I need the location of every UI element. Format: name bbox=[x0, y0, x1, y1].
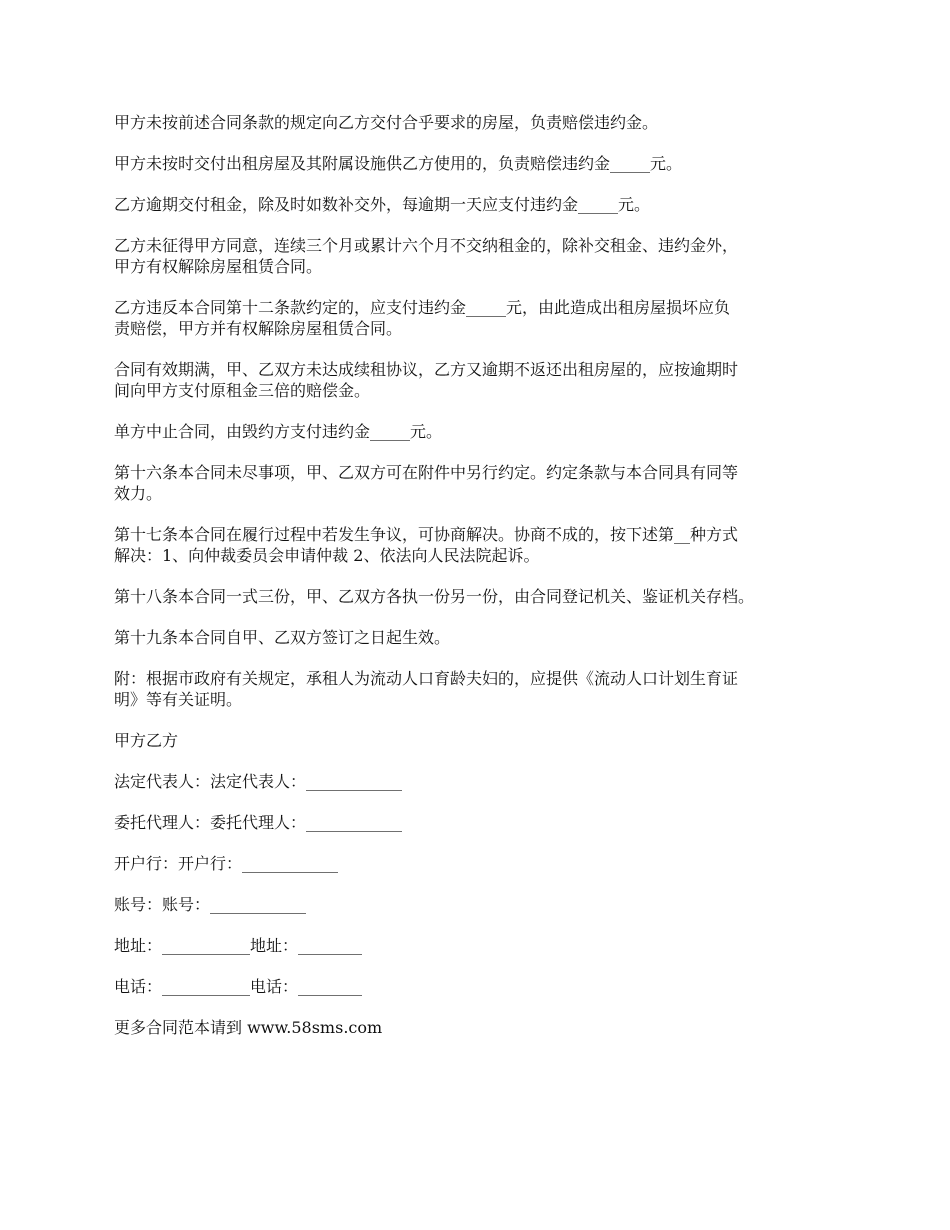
document-body bbox=[114, 112, 854, 1058]
article-19: 第十九条本合同自甲、乙双方签订之日起生效。 bbox=[114, 628, 451, 647]
signature-phone: 电话：___________电话：________ bbox=[114, 977, 363, 996]
clause-party-a-nonconforming-house: 甲方未按前述合同条款的规定向乙方交付合乎要求的房屋，负责赔偿违约金。 bbox=[114, 113, 659, 132]
signature-address: 地址：___________地址：________ bbox=[114, 936, 363, 955]
clause-party-a-late-delivery: 甲方未按时交付出租房屋及其附属设施供乙方使用的，负责赔偿违约金_____元。 bbox=[114, 154, 683, 173]
signature-parties: 甲方乙方 bbox=[114, 731, 179, 750]
article-18: 第十八条本合同一式三份，甲、乙双方各执一份另一份，由合同登记机关、鉴证机关存档。 bbox=[114, 587, 755, 606]
clause-party-b-unpaid-rent: 乙方未征得甲方同意，连续三个月或累计六个月不交纳租金的，除补交租金、违约金外， 甲方有权解除房屋租赁合同。 bbox=[114, 236, 739, 276]
clause-expiry-no-renewal: 合同有效期满，甲、乙双方未达成续租协议，乙方又逾期不返还出租房屋的，应按逾期时 间向甲方支付原租金三倍的赔偿金。 bbox=[114, 360, 739, 400]
signature-authorized-agent: 委托代理人：委托代理人：____________ bbox=[114, 813, 403, 832]
signature-legal-representative: 法定代表人：法定代表人：____________ bbox=[114, 772, 403, 791]
footer-website-note: 更多合同范本请到 www.58sms.com bbox=[114, 1018, 383, 1037]
signature-bank: 开户行：开户行：____________ bbox=[114, 854, 339, 873]
article-16: 第十六条本合同未尽事项，甲、乙双方可在附件中另行约定。约定条款与本合同具有同等 效力。 bbox=[114, 463, 739, 503]
appendix-note: 附：根据市政府有关规定，承租人为流动人口育龄夫妇的，应提供《流动人口计划生育证 明》等有关证明。 bbox=[114, 669, 739, 709]
article-17: 第十七条本合同在履行过程中若发生争议，可协商解决。协商不成的，按下述第__种方式 解决：1、向仲裁委员会申请仲裁 2、依法向人民法院起诉。 bbox=[114, 525, 739, 565]
clause-party-b-late-rent: 乙方逾期交付租金，除及时如数补交外，每逾期一天应支付违约金_____元。 bbox=[114, 195, 651, 214]
clause-party-b-breach-article-12: 乙方违反本合同第十二条款约定的，应支付违约金_____元，由此造成出租房屋损坏应负 责赔偿，甲方并有权解除房屋租赁合同。 bbox=[114, 298, 731, 338]
signature-account: 账号：账号：____________ bbox=[114, 895, 307, 914]
clause-unilateral-termination: 单方中止合同，由毁约方支付违约金_____元。 bbox=[114, 422, 443, 441]
